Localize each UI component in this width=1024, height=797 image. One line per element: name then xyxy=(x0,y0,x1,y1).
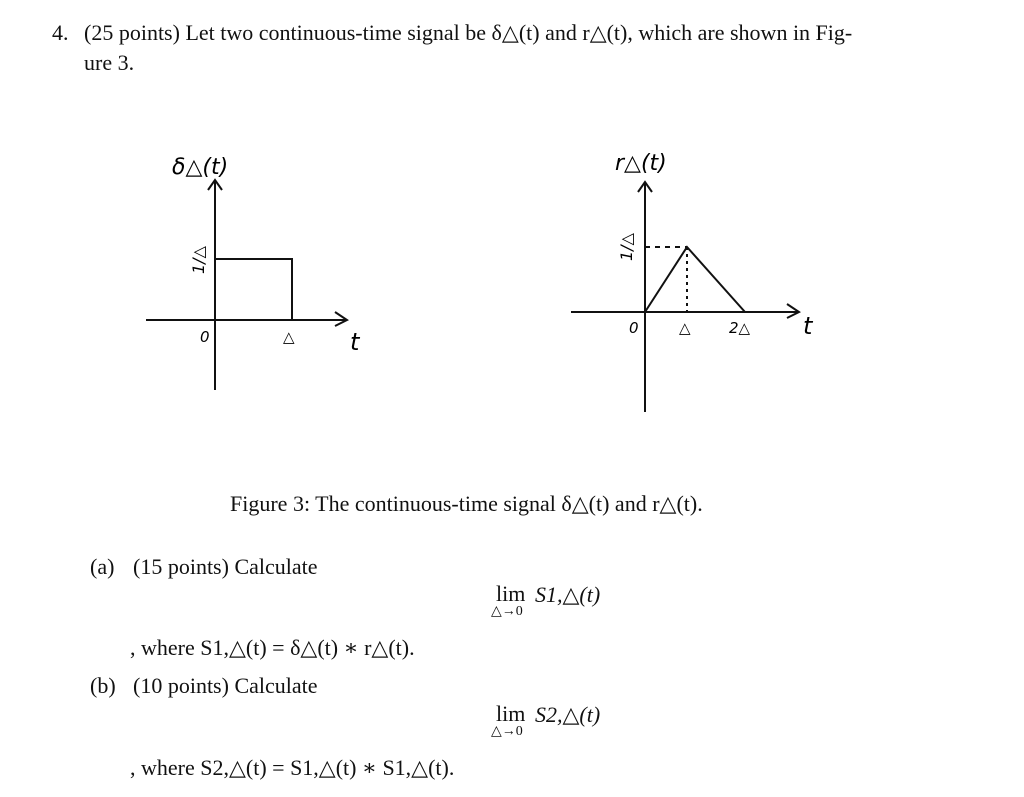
part-b-limit-expression: S2,△(t) xyxy=(535,702,601,727)
figure-right-plot xyxy=(565,140,845,420)
right-origin-label: 0 xyxy=(629,319,639,337)
figure-left-plot xyxy=(140,140,380,400)
right-y-label: r△(t) xyxy=(615,151,667,176)
part-a-limit xyxy=(489,581,629,623)
part-a-label: (a) xyxy=(90,554,115,579)
left-x-tick: △ xyxy=(283,328,295,346)
part-a-limit-expression: S1,△(t) xyxy=(535,582,601,607)
problem-statement-line1: (25 points) Let two continuous-time signal be δ△(t) and r△(t), which are shown in Fig- xyxy=(84,20,853,45)
part-b-lim-subscript: △→0 xyxy=(491,724,523,739)
problem-statement-line2: ure 3. xyxy=(84,50,135,75)
left-pulse-signal xyxy=(215,259,292,320)
part-a-title: (15 points) Calculate xyxy=(133,554,318,579)
right-height-label: 1/△ xyxy=(617,233,636,261)
right-x-tick-2: 2△ xyxy=(729,319,751,337)
right-x-tick-1: △ xyxy=(679,319,691,337)
figure-caption: Figure 3: The continuous-time signal δ△(t) and r△(t). xyxy=(230,491,703,516)
part-a-where-text: , where S1,△(t) = δ△(t) ∗ r△(t). xyxy=(130,635,415,660)
problem-number: 4. xyxy=(52,20,69,45)
part-a-lim-word: lim xyxy=(496,581,526,606)
part-b-title: (10 points) Calculate xyxy=(133,673,318,698)
right-x-axis-label: t xyxy=(803,312,813,340)
part-b-label: (b) xyxy=(90,673,116,698)
left-height-label: 1/△ xyxy=(189,246,208,274)
left-x-axis-label: t xyxy=(350,328,360,356)
part-a-lim-subscript: △→0 xyxy=(491,604,523,619)
right-triangle-signal xyxy=(645,247,745,312)
part-b-lim-word: lim xyxy=(496,701,526,726)
left-y-label: δ△(t) xyxy=(172,155,229,180)
part-b-limit xyxy=(489,701,629,743)
part-b-where-text: , where S2,△(t) = S1,△(t) ∗ S1,△(t). xyxy=(130,755,455,780)
left-origin-label: 0 xyxy=(200,328,210,346)
